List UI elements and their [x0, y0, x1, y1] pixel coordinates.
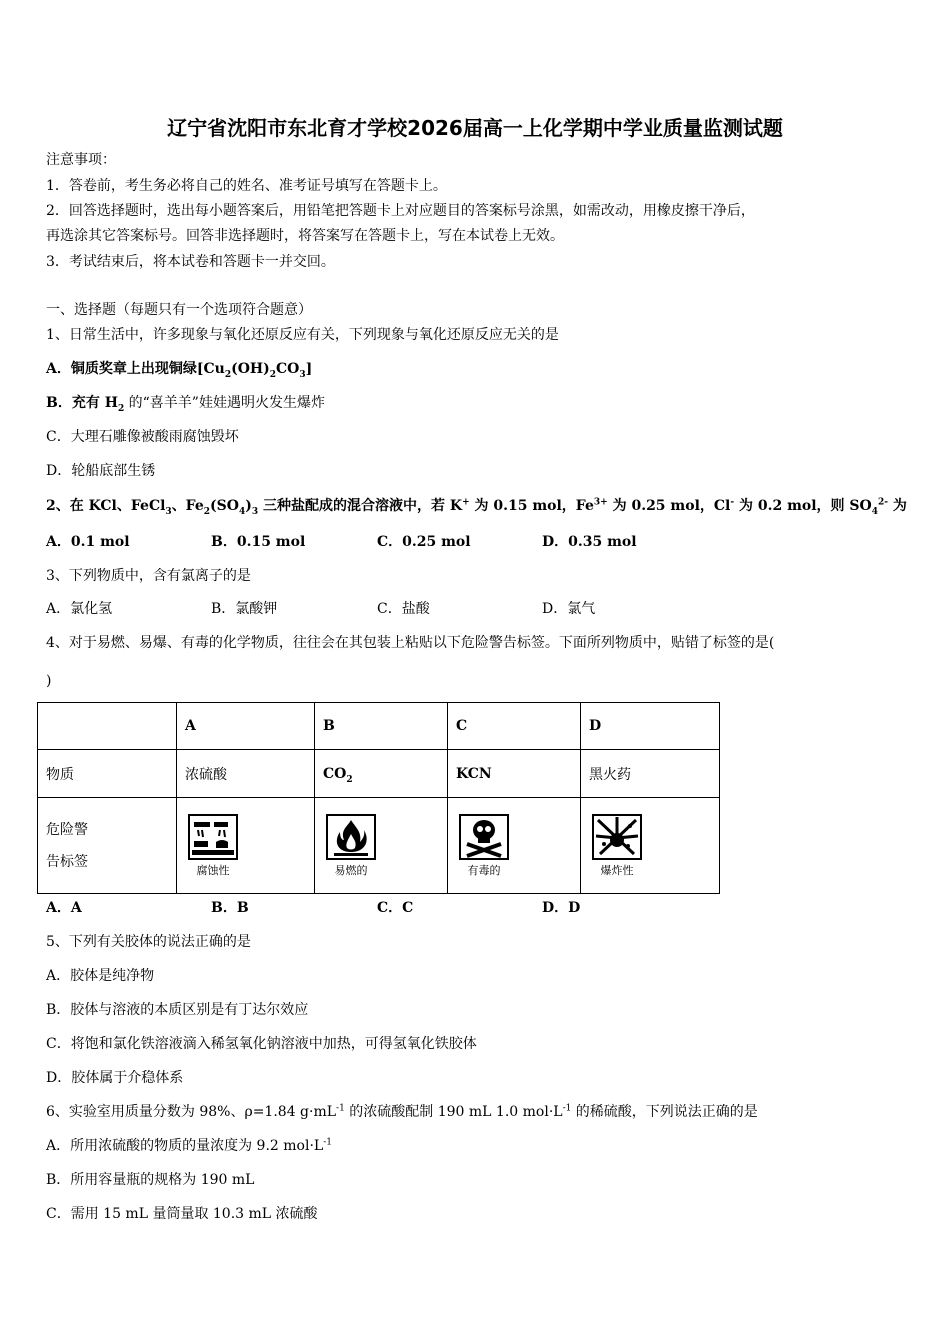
- explosion-icon: [592, 814, 642, 860]
- sign-cell-b: [315, 798, 448, 894]
- q3-option-c: C．盐酸: [377, 601, 430, 617]
- q1-option-d: D．轮船底部生锈: [46, 463, 156, 479]
- sign-label-2: 告标签: [46, 853, 88, 870]
- q6-option-b: B．所用容量瓶的规格为 190 mL: [46, 1172, 255, 1188]
- table-row: [38, 798, 720, 894]
- table-header-d: D: [581, 703, 720, 750]
- sign-label: 爆炸性: [600, 863, 634, 877]
- q2-option-c: C．0.25 mol: [377, 534, 471, 550]
- q4-stem: 4、对于易燃、易爆、有毒的化学物质，往往会在其包装上粘贴以下危险警告标签。下面所列物质中，贴错了标签的是(: [46, 635, 775, 651]
- q5-option-b: B．胶体与溶液的本质区别是有丁达尔效应: [46, 1002, 309, 1018]
- q4-option-d: D．D: [542, 900, 581, 916]
- table-row: [38, 750, 720, 798]
- q6-option-c: C．需用 15 mL 量筒量取 10.3 mL 浓硫酸: [46, 1206, 318, 1222]
- q1-option-b: B．充有 $H_2$ 的“喜羊羊”娃娃遇明火发生爆炸: [46, 395, 325, 414]
- q2-option-a: A．0.1 mol: [46, 534, 130, 550]
- sign-cell-c: [448, 798, 581, 894]
- table-row-label: [38, 798, 177, 894]
- q1-stem: 1、日常生活中，许多现象与氧化还原反应有关，下列现象与氧化还原反应无关的是: [46, 327, 559, 343]
- q1-option-c: C．大理石雕像被酸雨腐蚀毁坏: [46, 429, 239, 445]
- sign-label-1: 危险警: [46, 821, 88, 838]
- q2-stem: 2、在 KCl、FeCl$_3$、$Fe_2(SO_4)_3$ 三种盐配成的混合溶液中，若 K+ 为 0.15 mol，$Fe^{3+}$ 为 0.25 mol，Cl- 为 0.2 mol，则 $SO_4^{2-}$ 为: [46, 497, 907, 517]
- q3-option-b: B．氯酸钾: [211, 601, 278, 617]
- notice-item-2a: 2．回答选择题时，选出每小题答案后，用铅笔把答题卡上对应题目的答案标号涂黑，如需改动，用橡皮擦干净后，: [46, 203, 755, 219]
- table-header-row: [38, 703, 720, 750]
- page-title: 辽宁省沈阳市东北育才学校2026届高一上化学期中学业质量监测试题: [167, 116, 783, 140]
- flammable-sign: [323, 814, 379, 878]
- notice-item-1: 1．答卷前，考生务必将自己的姓名、准考证号填写在答题卡上。: [46, 178, 447, 194]
- q5-option-a: A．胶体是纯净物: [46, 968, 155, 984]
- q3-option-d: D．氯气: [542, 601, 596, 617]
- sign-cell-a: [177, 798, 315, 894]
- sign-label: 腐蚀性: [196, 863, 230, 877]
- q1-option-a: A．铜质奖章上出现铜绿$[Cu_2(OH)_2CO_3]$: [46, 361, 313, 380]
- table-row-label: 物质: [38, 750, 177, 798]
- q3-stem: 3、下列物质中，含有氯离子的是: [46, 568, 251, 584]
- substance-c: KCN: [448, 750, 581, 798]
- flame-icon: [326, 814, 376, 860]
- table-header-b: B: [315, 703, 448, 750]
- substance-d: 黑火药: [581, 750, 720, 798]
- q5-option-d: D．胶体属于介稳体系: [46, 1070, 184, 1086]
- table-header-a: A: [177, 703, 315, 750]
- q2-option-d: D．0.35 mol: [542, 534, 637, 550]
- table-header-c: C: [448, 703, 581, 750]
- corrosive-icon: [188, 814, 238, 860]
- sign-label: 易燃的: [334, 863, 368, 877]
- substance-b: $CO_2$: [315, 750, 448, 798]
- sign-cell-d: [581, 798, 720, 894]
- q6-stem: 6、实验室用质量分数为 98%、ρ=1.84 $g\cdot mL^{-1}$ 的浓硫酸配制 190 mL 1.0 $mol\cdot L^{-1}$ 的稀硫酸，下列说法正确的是: [46, 1103, 758, 1120]
- notice-item-2b: 再选涂其它答案标号。回答非选择题时，将答案写在答题卡上，写在本试卷上无效。: [46, 228, 564, 244]
- q5-option-c: C．将饱和氯化铁溶液滴入稀氢氧化钠溶液中加热，可得氢氧化铁胶体: [46, 1036, 477, 1052]
- section-heading: 一、选择题（每题只有一个选项符合题意）: [46, 302, 312, 318]
- table-cell: [38, 703, 177, 750]
- substance-a: 浓硫酸: [177, 750, 315, 798]
- q3-option-a: A．氯化氢: [46, 601, 113, 617]
- sign-label: 有毒的: [467, 863, 501, 877]
- q6-option-a: A．所用浓硫酸的物质的量浓度为 9.2 $mol\cdot L^{-1}$: [46, 1137, 332, 1154]
- toxic-sign: [456, 814, 512, 878]
- corrosive-sign: [185, 814, 241, 878]
- explosive-sign: [589, 814, 645, 878]
- hazard-table: [37, 702, 720, 894]
- q4-option-c: C．C: [377, 900, 414, 916]
- notice-item-3: 3．考试结束后，将本试卷和答题卡一并交回。: [46, 254, 335, 270]
- q4-option-a: A．A: [46, 900, 82, 916]
- notice-heading: 注意事项：: [46, 152, 116, 168]
- q5-stem: 5、下列有关胶体的说法正确的是: [46, 934, 251, 950]
- q2-option-b: B．0.15 mol: [211, 534, 306, 550]
- skull-icon: [459, 814, 509, 860]
- q4-option-b: B．B: [211, 900, 249, 916]
- q4-stem-end: ): [46, 673, 52, 689]
